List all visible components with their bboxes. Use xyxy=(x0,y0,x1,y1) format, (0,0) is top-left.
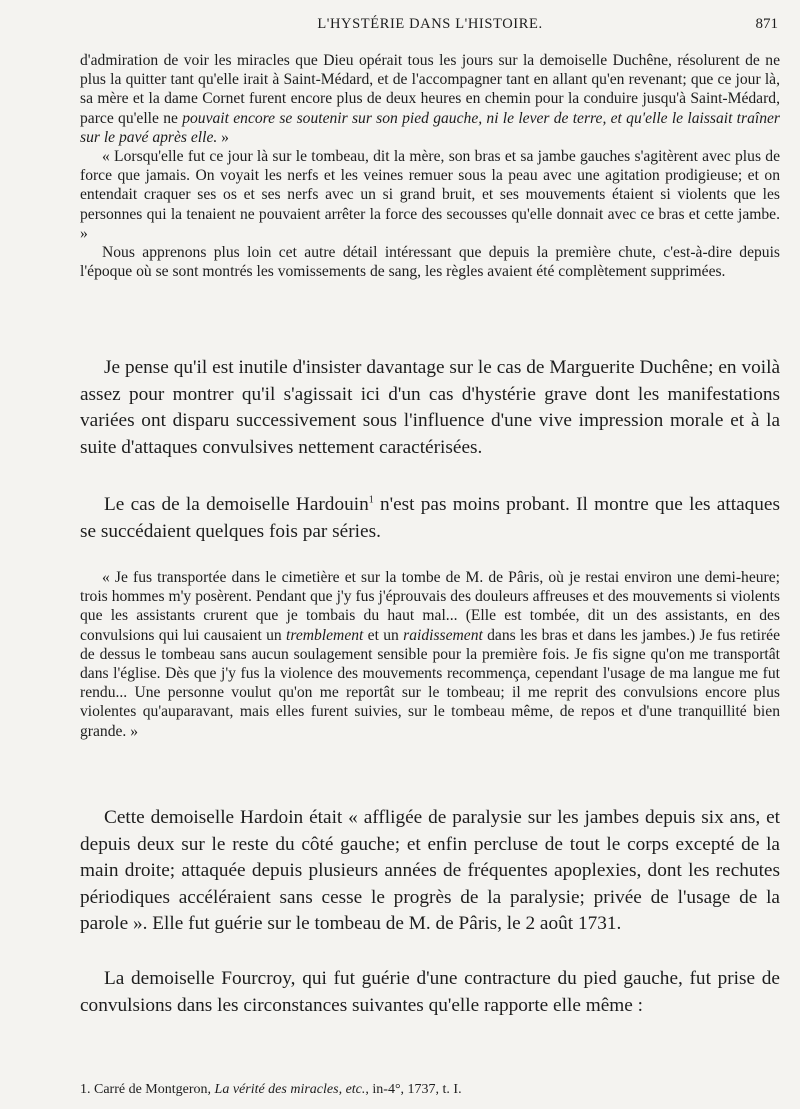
paragraph-hardouin xyxy=(80,492,780,545)
quote-paragraph xyxy=(80,568,780,741)
quote-text-end: dans les bras et dans les jambes.) Je fus retirée de dessus le tombeau sans aucun soulagement sensible pour la première fois. Je fis signe qu'on me transportât dans l'église. Dès que j'y fus la violence des mouvements recommença, cependant l'usage de ma langue me fut rendu... Une personne voulut qu'on me reportât sur le tombeau; il me reprit des convulsions encore plus violentes qu'auparavant, mais elles furent suivies, sur le tombeau même, de repos et d'une tranquillité bien grande. » xyxy=(80,626,780,740)
quote-paragraph-mother: « Lorsqu'elle fut ce jour là sur le tombeau, dit la mère, son bras et sa jambe gauches s'agitèrent avec plus de force que jamais. On voyait les nerfs et les veines remuer sous la peau avec une agitation prodigieuse; et on entendait craquer ses os et ses nerfs avec un si grand bruit, et ses mouvements étaient si violents que les personnes qui la tenaient ne pouvaient arrêter la force des secousses qu'elle donnait avec ce bras et cette jambe. » xyxy=(80,148,780,242)
body-text: Le cas de la demoiselle Hardouin xyxy=(104,494,369,515)
note-paragraph-regles: Nous apprenons plus loin cet autre détail intéressant que depuis la première chute, c'est-à-dire depuis l'époque où se sont montrés les vomissements de sang, les règles avaient été complètement supprimées. xyxy=(80,244,780,281)
footnote-text: 1. Carré de Montgeron, xyxy=(80,1082,215,1097)
body-paragraph: La demoiselle Fourcroy, qui fut guérie d'une contracture du pied gauche, fut prise de convulsions dans les circonstances suivantes qu'elle rapporte elle même : xyxy=(80,968,780,1016)
body-paragraph: Je pense qu'il est inutile d'insister davantage sur le cas de Marguerite Duchêne; en voilà assez pour montrer qu'il s'agissait ici d'un cas d'hystérie grave dont les manifestations variées ont disparu successivement sous l'influence d'une vive impression morale et à la suite d'attaques convulsives nettement caractérisées. xyxy=(80,357,780,458)
quote-italic: pouvait encore se soutenir sur son pied gauche, ni le lever de terre, et qu'elle le laissait traîner sur le pavé après elle. xyxy=(80,109,781,146)
paragraph-hardoin-paralysie xyxy=(80,805,780,938)
paragraph-fourcroy xyxy=(80,966,780,1019)
running-title: L'HYSTÉRIE DANS L'HISTOIRE. xyxy=(317,16,543,32)
quote-text: d'admiration de voir les miracles que Dieu opérait tous les jours sur la demoiselle Duchêne, résolurent de ne plus la quitter tant qu'elle irait à Saint-Médard, et de l'accompagner tant en allant qu'en revenant; que ce jour là, sa mère et la dame Cornet furent encore plus de deux heures en chemin pour la conduire jusqu'à Saint-Médard, parce qu'elle ne xyxy=(80,52,780,127)
quote-text-end: » xyxy=(217,128,229,146)
footnote xyxy=(80,1081,780,1099)
body-text-end: n'est pas moins probant. Il montre que les attaques se succédaient quelques fois par séries. xyxy=(80,494,780,542)
quote-paragraph xyxy=(80,51,780,147)
page-number: 871 xyxy=(755,16,778,32)
footnote-reference: 1 xyxy=(368,494,374,506)
paragraph-marguerite xyxy=(80,355,780,461)
footnote-title: La vérité des miracles, etc. xyxy=(214,1082,366,1097)
quote-text: et un xyxy=(363,626,404,644)
quote-text: « Je fus transportée dans le cimetière et sur la tombe de M. de Pâris, où je restai environ une demi-heure; trois hommes m'y posèrent. Pendant que j'y fus j'éprouvais des douleurs affreuses et des mouvements si violents que les assistants crurent que je tombais du haut mal... (Elle est tombée, dit un des assistants, en des convulsions qui lui causaient un xyxy=(80,569,780,644)
duchene-quotation xyxy=(80,51,780,281)
running-head xyxy=(80,16,780,44)
footnote-text-end: , in-4°, 1737, t. I. xyxy=(365,1082,462,1097)
footnote-rule xyxy=(80,1070,200,1071)
quote-italic-raidissement: raidissement xyxy=(403,626,483,644)
body-paragraph: Cette demoiselle Hardoin était « affligée de paralysie sur les jambes depuis six ans, et depuis deux sur le reste du côté gauche; et enfin percluse de tout le corps excepté de la main droite; attaquée depuis plusieurs années de fréquentes apoplexies, dont les rechutes périodiques accéléraient sans cesse le progrès de la paralysie; privée de l'usage de la parole ». Elle fut guérie sur le tombeau de M. de Pâris, le 2 août 1731. xyxy=(80,807,780,934)
body-paragraph xyxy=(80,492,780,545)
quote-italic-tremblement: tremblement xyxy=(286,626,364,644)
hardouin-quotation xyxy=(80,568,780,741)
